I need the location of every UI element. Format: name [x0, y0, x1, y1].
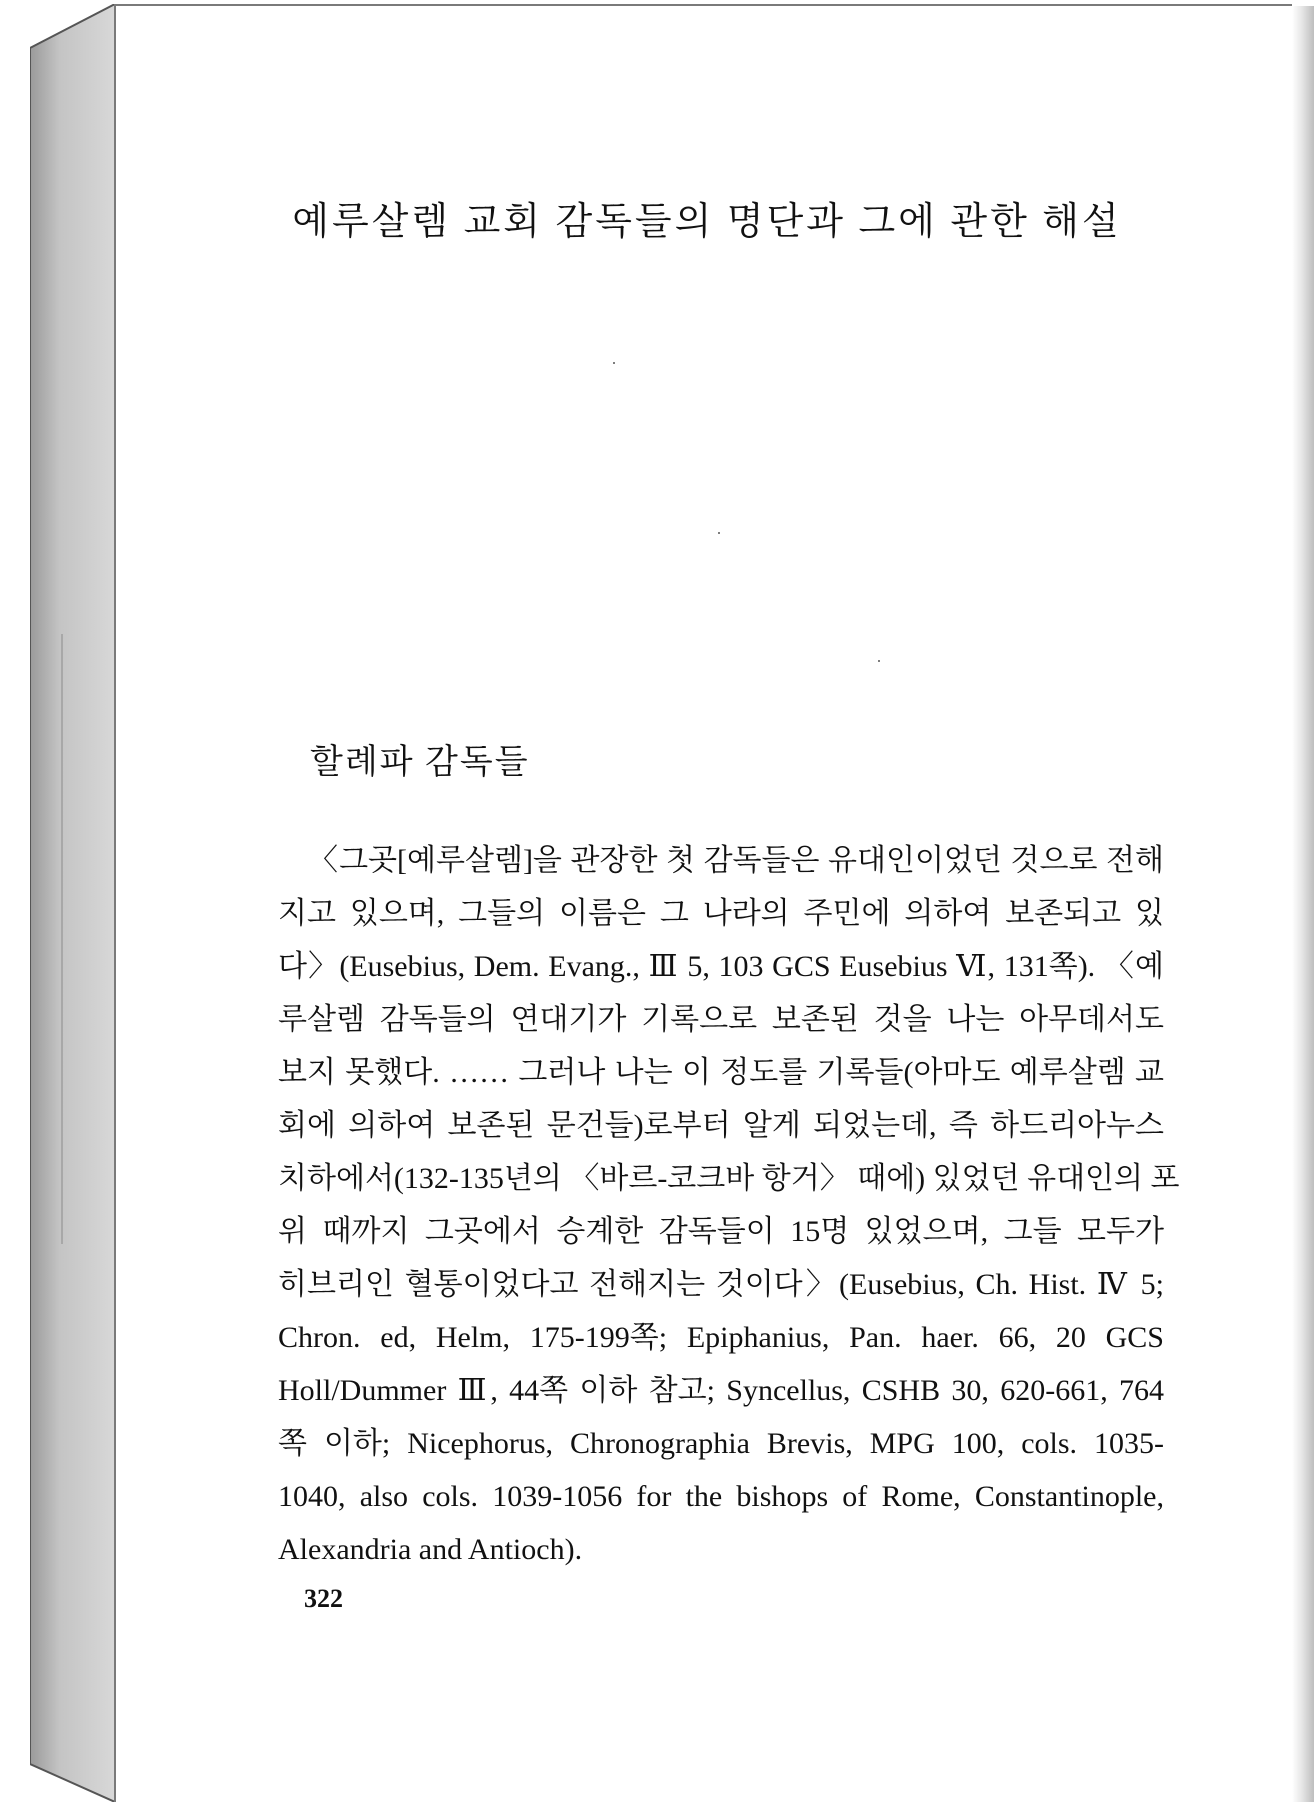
paragraph-line: 회에 의하여 보존된 문건들)로부터 알게 되었는데, 즉 하드리아누스	[278, 1109, 1164, 1142]
paragraph-line: 1040, also cols. 1039-1056 for the bishops of Rome, Constantinople,	[278, 1480, 1164, 1513]
paragraph-line: 〈그곳[예루살렘]을 관장한 첫 감독들은 유대인이었던 것으로 전해	[308, 844, 1164, 877]
paragraph-line: 다〉(Eusebius, Dem. Evang., Ⅲ 5, 103 GCS Eusebius Ⅵ, 131쪽). 〈예	[278, 950, 1164, 983]
paragraph-line: 쪽 이하; Nicephorus, Chronographia Brevis, MPG 100, cols. 1035-	[278, 1427, 1164, 1460]
paragraph-line: 루살렘 감독들의 연대기가 기록으로 보존된 것을 나는 아무데서도	[278, 1003, 1164, 1036]
page-edge-shadow	[1292, 6, 1314, 1802]
scan-speck	[718, 532, 720, 534]
section-heading: 할례파 감독들	[310, 744, 530, 781]
paragraph-line: Holl/Dummer Ⅲ, 44쪽 이하 참고; Syncellus, CSHB 30, 620-661, 764	[278, 1374, 1164, 1407]
paragraph-line: 치하에서(132-135년의 〈바르-코크바 항거〉 때에) 있었던 유대인의 포	[278, 1162, 1180, 1195]
page-title: 예루살렘 교회 감독들의 명단과 그에 관한 해설	[292, 201, 1122, 243]
book-spine	[30, 4, 115, 1802]
page-number: 322	[304, 1584, 343, 1613]
scan-speck	[878, 660, 880, 662]
paragraph-line: Alexandria and Antioch).	[278, 1533, 583, 1566]
paragraph-line: 보지 못했다. …… 그러나 나는 이 정도를 기록들(아마도 예루살렘 교	[278, 1056, 1164, 1089]
paragraph-line: Chron. ed, Helm, 175-199쪽; Epiphanius, Pan. haer. 66, 20 GCS	[278, 1321, 1164, 1354]
paragraph-line: 히브리인 혈통이었다고 전해지는 것이다〉(Eusebius, Ch. Hist. Ⅳ 5;	[278, 1268, 1164, 1301]
paragraph	[278, 834, 1180, 1576]
paragraph-line: 위 때까지 그곳에서 승계한 감독들이 15명 있었으며, 그들 모두가	[278, 1215, 1164, 1248]
paragraph-line: 지고 있으며, 그들의 이름은 그 나라의 주민에 의하여 보존되고 있	[278, 897, 1164, 930]
scan-speck	[613, 362, 615, 364]
